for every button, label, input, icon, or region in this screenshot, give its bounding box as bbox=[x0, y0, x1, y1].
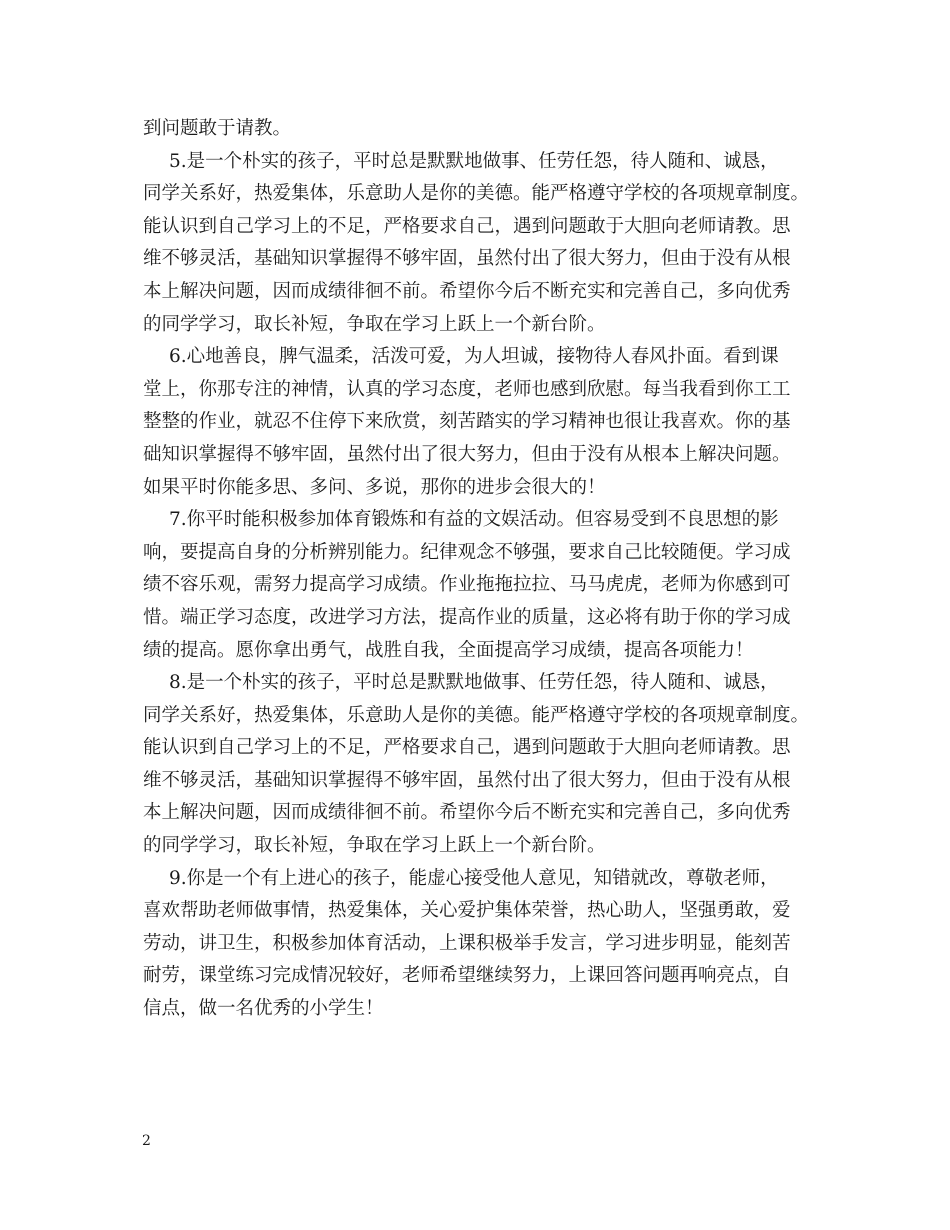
paragraph-line: 劳动，讲卫生，积极参加体育活动，上课积极举手发言，学习进步明显，能刻苦 bbox=[143, 932, 791, 954]
paragraph-first-line: 8.是一个朴实的孩子，平时总是默默地做事、任劳任怨，待人随和、诚恳， bbox=[169, 672, 779, 694]
paragraph-line: 绩的提高。愿你拿出勇气，战胜自我，全面提高学习成绩，提高各项能力！ bbox=[143, 639, 754, 661]
paragraph-first-line: 6.心地善良，脾气温柔，活泼可爱，为人坦诚，接物待人春风扑面。看到课 bbox=[169, 346, 779, 368]
paragraph-line: 响，要提高自身的分析辨别能力。纪律观念不够强，要求自己比较随便。学习成 bbox=[143, 541, 791, 563]
paragraph-line: 如果平时你能多思、多问、多说，那你的进步会很大的！ bbox=[143, 476, 606, 498]
paragraph-line: 绩不容乐观，需努力提高学习成绩。作业拖拖拉拉、马马虎虎，老师为你感到可 bbox=[143, 574, 791, 596]
paragraph-line: 同学关系好，热爱集体，乐意助人是你的美德。能严格遵守学校的各项规章制度。 bbox=[143, 183, 810, 205]
paragraph-line: 的同学学习，取长补短，争取在学习上跃上一个新台阶。 bbox=[143, 313, 606, 335]
paragraph-first-line: 5.是一个朴实的孩子，平时总是默默地做事、任劳任怨，待人随和、诚恳， bbox=[169, 150, 779, 172]
paragraph-first-line: 9.你是一个有上进心的孩子，能虚心接受他人意见，知错就改，尊敬老师， bbox=[169, 867, 779, 889]
paragraph-line: 堂上，你那专注的神情，认真的学习态度，老师也感到欣慰。每当我看到你工工 bbox=[143, 378, 791, 400]
paragraph-line: 能认识到自己学习上的不足，严格要求自己，遇到问题敢于大胆向老师请教。思 bbox=[143, 215, 791, 237]
paragraph-line: 本上解决问题，因而成绩徘徊不前。希望你今后不断充实和完善自己，多向优秀 bbox=[143, 802, 791, 824]
paragraph-first-line: 7.你平时能积极参加体育锻炼和有益的文娱活动。但容易受到不良思想的影 bbox=[169, 509, 779, 531]
paragraph-line: 惜。端正学习态度，改进学习方法，提高作业的质量，这必将有助于你的学习成 bbox=[143, 606, 791, 628]
paragraph-line: 到问题敢于请教。 bbox=[143, 118, 292, 139]
paragraph-line: 喜欢帮助老师做事情，热爱集体，关心爱护集体荣誉，热心助人，坚强勇敢，爱 bbox=[143, 900, 791, 922]
paragraph-line: 维不够灵活，基础知识掌握得不够牢固，虽然付出了很大努力，但由于没有从根 bbox=[143, 769, 791, 791]
paragraph-line: 础知识掌握得不够牢固，虽然付出了很大努力，但由于没有从根本上解决问题。 bbox=[143, 443, 791, 465]
paragraph-line: 维不够灵活，基础知识掌握得不够牢固，虽然付出了很大努力，但由于没有从根 bbox=[143, 248, 791, 270]
paragraph-line: 的同学学习，取长补短，争取在学习上跃上一个新台阶。 bbox=[143, 835, 606, 857]
document-body bbox=[143, 113, 823, 1026]
paragraph-line: 能认识到自己学习上的不足，严格要求自己，遇到问题敢于大胆向老师请教。思 bbox=[143, 737, 791, 759]
paragraph-line: 信点，做一名优秀的小学生！ bbox=[143, 998, 384, 1020]
paragraph-line: 同学关系好，热爱集体，乐意助人是你的美德。能严格遵守学校的各项规章制度。 bbox=[143, 704, 810, 726]
page-number: 2 bbox=[142, 1133, 151, 1149]
paragraph-line: 本上解决问题，因而成绩徘徊不前。希望你今后不断充实和完善自己，多向优秀 bbox=[143, 280, 791, 302]
paragraph-line: 耐劳，课堂练习完成情况较好，老师希望继续努力，上课回答问题再响亮点，自 bbox=[143, 965, 791, 987]
paragraph-line: 整整的作业，就忍不住停下来欣赏，刻苦踏实的学习精神也很让我喜欢。你的基 bbox=[143, 411, 791, 433]
